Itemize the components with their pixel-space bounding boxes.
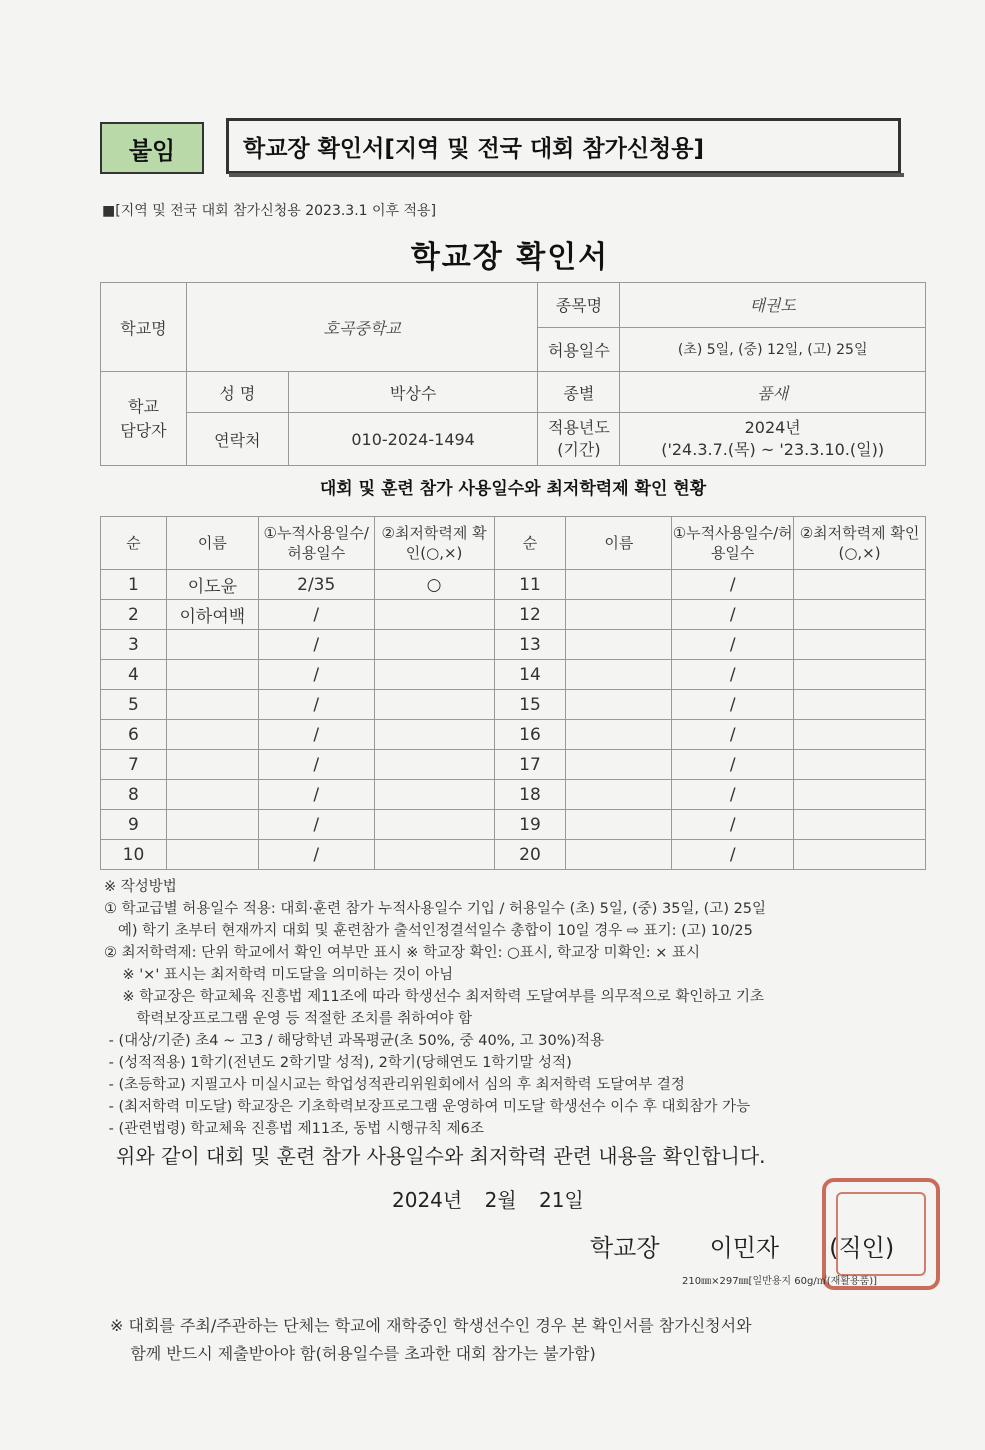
period-value: ('24.3.7.(목) ~ '23.3.10.(일)) <box>661 440 885 459</box>
manager-label: 학교 담당자 <box>101 372 187 466</box>
footer-line: 함께 반드시 제출받아야 함(허용일수를 초과한 대회 참가는 불가함) <box>110 1344 596 1363</box>
col-check-left: ②최저학력제 확인(○,×) <box>374 517 494 570</box>
cell-name <box>166 840 258 870</box>
name-label: 성 명 <box>186 372 288 413</box>
col-name-left: 이름 <box>166 517 258 570</box>
instruction-line: - (대상/기준) 초4 ~ 고3 / 해당학년 과목평균(초 50%, 중 40%, 고 30%)적용 <box>104 1033 605 1049</box>
cell-name <box>566 600 672 630</box>
cell-check <box>374 660 494 690</box>
cell-name: 이도윤 <box>166 570 258 600</box>
school-label: 학교명 <box>101 283 187 372</box>
cell-name <box>566 630 672 660</box>
table-row <box>101 630 926 660</box>
document-title: 학교장 확인서 <box>410 240 610 275</box>
instruction-line: ※ 작성방법 <box>104 879 177 895</box>
table-row <box>101 600 926 630</box>
name-value: 박상수 <box>288 372 538 413</box>
type-label: 종별 <box>538 372 620 413</box>
cell-no: 15 <box>494 690 566 720</box>
cell-days: / <box>672 840 794 870</box>
allowed-value: (초) 5일, (중) 12일, (고) 25일 <box>620 327 926 372</box>
cell-no: 14 <box>494 660 566 690</box>
school-value: 호곡중학교 <box>186 283 538 372</box>
table-row <box>101 660 926 690</box>
table-row <box>101 810 926 840</box>
issue-date: 2024년 2월 21일 <box>392 1188 584 1212</box>
cell-days: / <box>258 720 374 750</box>
cell-no: 13 <box>494 630 566 660</box>
cell-days: / <box>672 780 794 810</box>
instructions <box>104 876 934 1140</box>
instruction-line: 학력보장프로그램 운영 등 적절한 조치를 취하여야 함 <box>104 1011 473 1027</box>
cell-no: 11 <box>494 570 566 600</box>
cell-name <box>566 570 672 600</box>
cell-name <box>566 750 672 780</box>
cell-name <box>166 750 258 780</box>
cell-check <box>374 750 494 780</box>
col-days-right: ①누적사용일수/허용일수 <box>672 517 794 570</box>
cell-check <box>374 600 494 630</box>
cell-days: / <box>258 780 374 810</box>
cell-days: / <box>258 840 374 870</box>
cell-no: 10 <box>101 840 167 870</box>
cell-check <box>794 750 926 780</box>
cell-no: 9 <box>101 810 167 840</box>
cell-days: / <box>258 750 374 780</box>
table-row <box>101 840 926 870</box>
instruction-line: - (성적적용) 1학기(전년도 2학기말 성적), 2학기(당해연도 1학기말 성적) <box>104 1055 572 1071</box>
instruction-line: ※ 학교장은 학교체육 진흥법 제11조에 따라 학생선수 최저학력 도달여부를 의무적으로 확인하고 기초 <box>104 989 765 1005</box>
cell-name <box>566 810 672 840</box>
cell-check <box>374 780 494 810</box>
cell-no: 17 <box>494 750 566 780</box>
year-period <box>620 413 926 466</box>
cell-check <box>794 660 926 690</box>
cell-name <box>566 690 672 720</box>
cell-check <box>374 720 494 750</box>
cell-check <box>794 720 926 750</box>
instruction-line: 예) 학기 초부터 현재까지 대회 및 훈련참가 출석인정결석일수 총합이 10일 경우 ⇨ 표기: (고) 10/25 <box>104 923 753 939</box>
cell-days: / <box>672 720 794 750</box>
seal-note: (직인) <box>829 1234 895 1262</box>
cell-days: / <box>258 600 374 630</box>
cell-name <box>166 630 258 660</box>
instruction-line: - (최저학력 미도달) 학교장은 기초학력보장프로그램 운영하여 미도달 학생선수 이수 후 대회참가 가능 <box>104 1099 751 1115</box>
allowed-label: 허용일수 <box>538 327 620 372</box>
cell-days: / <box>672 570 794 600</box>
cell-check <box>794 570 926 600</box>
cell-no: 18 <box>494 780 566 810</box>
info-table <box>100 282 926 466</box>
contact-value: 010-2024-1494 <box>288 413 538 466</box>
year-label: 적용년도 (기간) <box>538 413 620 466</box>
cell-no: 20 <box>494 840 566 870</box>
table-row <box>101 690 926 720</box>
scope-note: ■[지역 및 전국 대회 참가신청용 2023.3.1 이후 적용] <box>102 203 437 219</box>
cell-no: 8 <box>101 780 167 810</box>
status-title: 대회 및 훈련 참가 사용일수와 최저학력제 확인 현황 <box>319 479 707 499</box>
instruction-line: - (관련법령) 학교체육 진흥법 제11조, 동법 시행규칙 제6조 <box>104 1121 484 1137</box>
table-row <box>101 570 926 600</box>
cell-no: 4 <box>101 660 167 690</box>
cell-no: 3 <box>101 630 167 660</box>
paper-spec: 210㎜×297㎜[일반용지 60g/㎡(재활용품)] <box>682 1276 878 1287</box>
col-check-right: ②최저학력제 확인(○,×) <box>794 517 926 570</box>
cell-name <box>566 780 672 810</box>
table-row <box>101 780 926 810</box>
cell-check <box>374 810 494 840</box>
cell-days: / <box>672 600 794 630</box>
cell-days: / <box>258 630 374 660</box>
cell-days: 2/35 <box>258 570 374 600</box>
cell-days: / <box>672 690 794 720</box>
col-no-right: 순 <box>494 517 566 570</box>
cell-name <box>166 660 258 690</box>
footer-line: ※ 대회를 주최/주관하는 단체는 학교에 재학중인 학생선수인 경우 본 확인서를 참가신청서와 <box>110 1316 752 1335</box>
col-days-left: ①누적사용일수/허용일수 <box>258 517 374 570</box>
cell-no: 12 <box>494 600 566 630</box>
cell-name: 이하여백 <box>166 600 258 630</box>
contact-label: 연락처 <box>186 413 288 466</box>
instruction-line: ② 최저학력제: 단위 학교에서 확인 여부만 표시 ※ 학교장 확인: ○표시, 학교장 미확인: × 표시 <box>104 945 700 961</box>
cell-check <box>794 840 926 870</box>
cell-days: / <box>672 810 794 840</box>
footer-note <box>110 1312 930 1368</box>
type-value: 품새 <box>620 372 926 413</box>
cell-no: 6 <box>101 720 167 750</box>
cell-days: / <box>672 630 794 660</box>
cell-no: 7 <box>101 750 167 780</box>
cell-no: 19 <box>494 810 566 840</box>
principal-role: 학교장 <box>590 1234 660 1262</box>
cell-no: 2 <box>101 600 167 630</box>
cell-name <box>566 660 672 690</box>
event-value: 태권도 <box>620 283 926 328</box>
cell-check <box>794 810 926 840</box>
cell-check <box>794 630 926 660</box>
attachment-badge: 붙임 <box>100 122 204 174</box>
cell-name <box>566 840 672 870</box>
principal-name: 이민자 <box>709 1234 780 1262</box>
cell-no: 16 <box>494 720 566 750</box>
cell-days: / <box>672 660 794 690</box>
cell-days: / <box>672 750 794 780</box>
cell-name <box>166 720 258 750</box>
cell-name <box>166 690 258 720</box>
form-title-box: 학교장 확인서[지역 및 전국 대회 참가신청용] <box>226 118 901 174</box>
col-name-right: 이름 <box>566 517 672 570</box>
cell-check <box>794 780 926 810</box>
cell-days: / <box>258 690 374 720</box>
cell-days: / <box>258 810 374 840</box>
instruction-line: ※ '×' 표시는 최저학력 미도달을 의미하는 것이 아님 <box>104 967 454 983</box>
confirm-statement: 위와 같이 대회 및 훈련 참가 사용일수와 최저학력 관련 내용을 확인합니다. <box>116 1144 766 1168</box>
cell-no: 1 <box>101 570 167 600</box>
event-label: 종목명 <box>538 283 620 328</box>
cell-check <box>794 600 926 630</box>
cell-days: / <box>258 660 374 690</box>
cell-name <box>566 720 672 750</box>
cell-name <box>166 810 258 840</box>
col-no-left: 순 <box>101 517 167 570</box>
cell-check <box>374 840 494 870</box>
cell-check <box>374 690 494 720</box>
table-row <box>101 750 926 780</box>
cell-check <box>374 630 494 660</box>
status-table <box>100 516 926 870</box>
year-value: 2024년 <box>744 418 801 437</box>
cell-no: 5 <box>101 690 167 720</box>
table-row <box>101 720 926 750</box>
cell-check <box>794 690 926 720</box>
cell-check: ○ <box>374 570 494 600</box>
cell-name <box>166 780 258 810</box>
instruction-line: ① 학교급별 허용일수 적용: 대회·훈련 참가 누적사용일수 기입 / 허용일수 (초) 5일, (중) 35일, (고) 25일 <box>104 901 767 917</box>
status-header-row <box>101 517 926 570</box>
instruction-line: - (초등학교) 지필고사 미실시교는 학업성적관리위원회에서 심의 후 최저학력 도달여부 결정 <box>104 1077 685 1093</box>
